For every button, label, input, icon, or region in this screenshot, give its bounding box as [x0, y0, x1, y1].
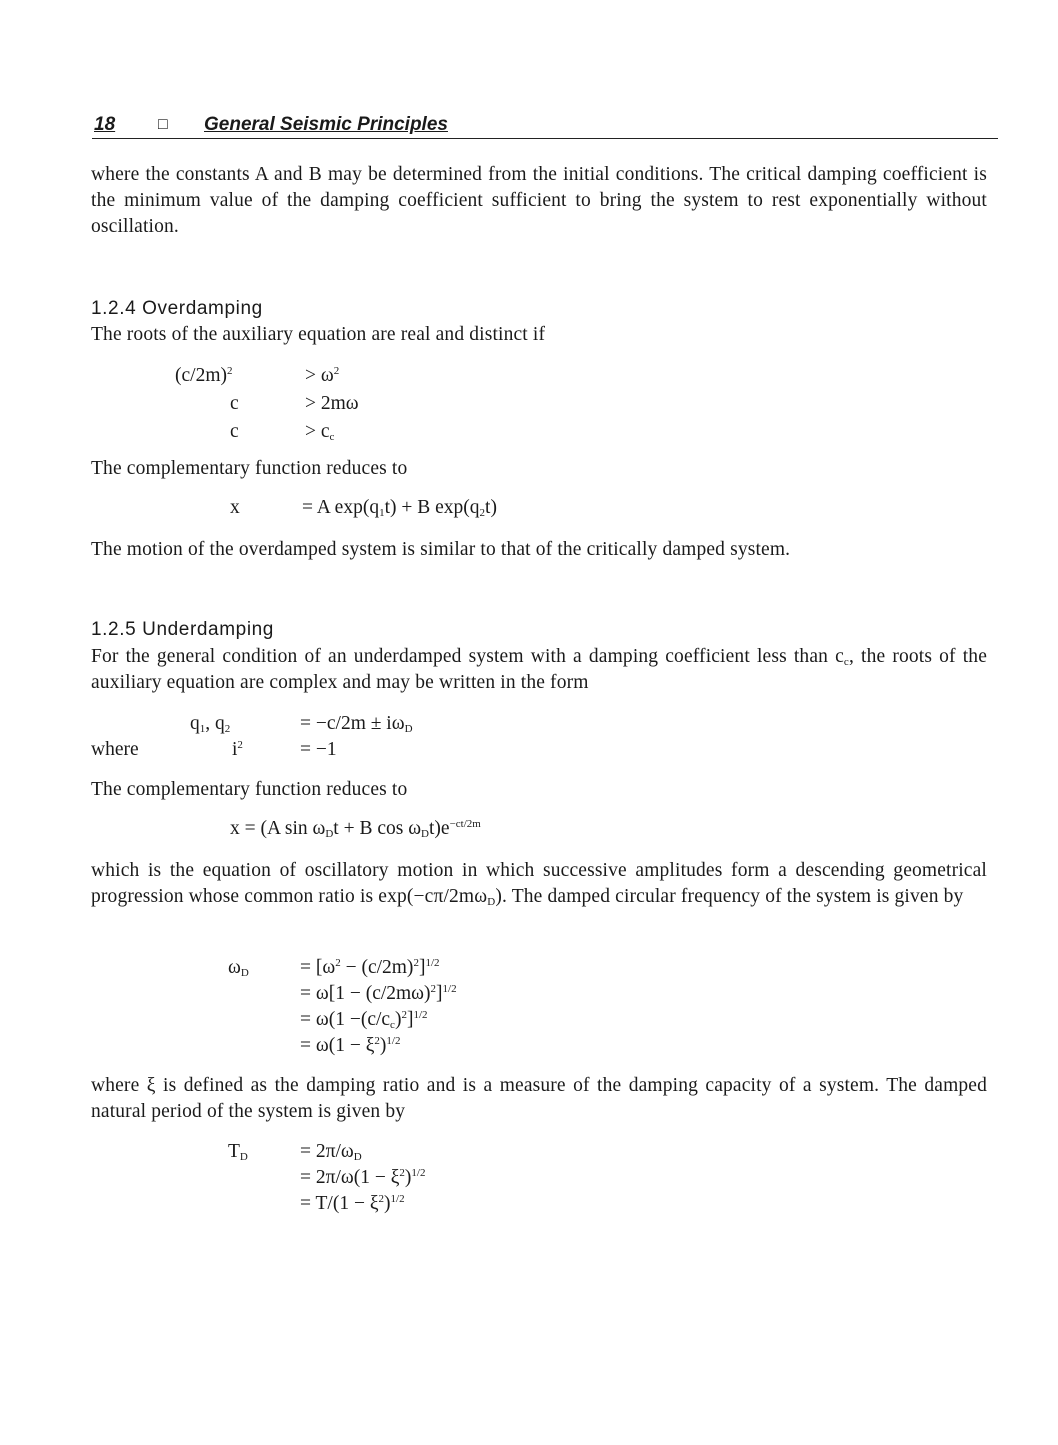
overdamping-conclusion: The motion of the overdamped system is similar to that of the critically damped system.	[91, 539, 791, 560]
equation-lhs: c	[230, 393, 239, 414]
underdamping-intro: For the general condition of an underdamped system with a damping coefficient less than $c_c$, the roots of the auxiliary equation are complex and may be written in the form	[91, 646, 987, 693]
header-separator: □	[158, 116, 168, 133]
imaginary-unit-equation: = −1	[300, 739, 337, 760]
equation-rhs: = $\omega(1 - \xi^2)^{1/2}$	[300, 1035, 401, 1056]
equation-lhs: $\omega_D$	[228, 957, 249, 979]
damping-ratio-paragraph: where ξ is defined as the damping ratio and is a measure of the damping capacity of a system. The damped natural period of the system is given by	[91, 1075, 987, 1122]
oscillatory-motion-paragraph: which is the equation of oscillatory motion in which successive amplitudes form a descending geometrical progression whose common ratio is $\exp(-c\pi/2m\omega_D)$. The damped circular frequency of the system is given by	[91, 860, 987, 908]
roots-equation: = $-c/2m \pm i\omega_D$	[300, 713, 413, 735]
equation-rhs: = $2\pi/\omega_D$	[300, 1141, 362, 1163]
equation-rhs: > $c_c$	[305, 421, 335, 443]
equation-lhs: c	[230, 421, 239, 442]
overdamping-intro: The roots of the auxiliary equation are real and distinct if	[91, 324, 546, 345]
equation-rhs: > 2mω	[305, 393, 359, 414]
equation-rhs: = $2\pi/\omega(1 - \xi^2)^{1/2}$	[300, 1167, 426, 1188]
equation-rhs: = $\omega(1 -(c/c_c)^2]^{1/2}$	[300, 1009, 428, 1031]
intro-paragraph: where the constants A and B may be determined from the initial conditions. The critical damping coefficient is the minimum value of the damping coefficient sufficient to bring the system to rest exponentially without oscillation.	[91, 164, 987, 237]
chapter-title: General Seismic Principles	[204, 114, 448, 135]
equation-lhs: $q_1$, $q_2$	[190, 713, 231, 735]
overdamping-complementary-text: The complementary function reduces to	[91, 458, 408, 479]
overdamping-solution-equation: = A $\exp(q_1t) + B$ $\exp(q_2t)$	[302, 497, 497, 519]
equation-rhs: = $\omega[1 - (c/2m\omega)^2]^{1/2}$	[300, 983, 457, 1004]
equation-lhs: $(c/2m)^2$	[175, 365, 233, 386]
equation-rhs: = $T/(1 - \xi^2)^{1/2}$	[300, 1193, 405, 1214]
equation-rhs: > $\omega^2$	[305, 365, 340, 386]
equation-lhs: x	[230, 497, 240, 518]
section-heading-overdamping: 1.2.4 Overdamping	[91, 298, 263, 319]
equation-lhs: $T_D$	[228, 1141, 248, 1163]
equation-rhs: = $[\omega^2 - (c/2m)^2]^{1/2}$	[300, 957, 440, 978]
where-label: where	[91, 739, 139, 760]
running-header	[92, 114, 998, 139]
section-heading-underdamping: 1.2.5 Underdamping	[91, 619, 274, 640]
underdamping-complementary-text: The complementary function reduces to	[91, 779, 408, 800]
equation-lhs: $i^2$	[232, 739, 243, 760]
page-number: 18	[94, 114, 116, 135]
underdamping-solution-equation: x = (A $\sin \omega_Dt + B$ $\cos \omega_Dt)e^{-ct/2m}$	[230, 818, 481, 840]
